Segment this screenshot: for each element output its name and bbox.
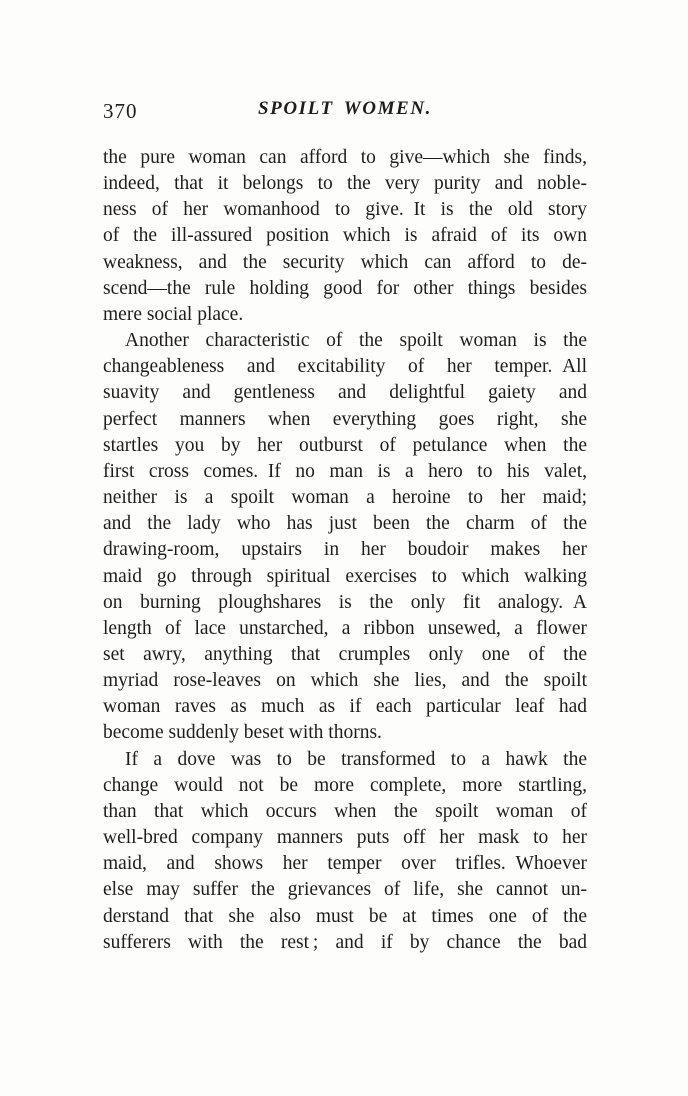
text-line: maid, and shows her temper over trifles. Whoever (103, 853, 587, 875)
text-line: mere social place. (103, 303, 244, 325)
page-number: 370 (103, 99, 138, 123)
text-line: of the ill-assured position which is afraid of its own (103, 225, 587, 247)
text-line: sufferers with the rest ; and if by chance the bad (103, 931, 587, 953)
text-line: myriad rose-leaves on which she lies, and the spoilt (103, 670, 587, 692)
text-line: indeed, that it belongs to the very purity and noble- (103, 173, 587, 195)
text-line: length of lace unstarched, a ribbon unsewed, a flower (103, 617, 587, 639)
text-line: suavity and gentleness and delightful gaiety and (103, 382, 587, 404)
text-line: than that which occurs when the spoilt woman of (103, 800, 587, 822)
text-line: become suddenly beset with thorns. (103, 722, 382, 744)
text-line: change would not be more complete, more startling, (103, 774, 587, 796)
text-line: the pure woman can afford to give—which she finds, (103, 147, 587, 168)
text-line: derstand that she also must be at times one of the (103, 905, 587, 927)
running-head: SPOILT WOMEN. (257, 98, 433, 119)
text-line: first cross comes. If no man is a hero to his valet, (103, 460, 587, 482)
text-line: and the lady who has just been the charm of the (103, 513, 587, 535)
text-line: scend—the rule holding good for other things besides (103, 277, 587, 299)
text-line: woman raves as much as if each particular leaf had (103, 696, 587, 718)
text-line: startles you by her outburst of petulance when the (103, 434, 587, 456)
text-line: neither is a spoilt woman a heroine to her maid; (103, 487, 587, 509)
text-line: ness of her womanhood to give. It is the old story (103, 199, 587, 221)
text-line: set awry, anything that crumples only one of the (103, 643, 587, 665)
page-body-text (103, 145, 587, 956)
text-line: Another characteristic of the spoilt woman is the (125, 330, 587, 352)
page-header (103, 98, 587, 124)
text-line: changeableness and excitability of her temper. All (103, 356, 587, 378)
text-line: drawing-room, upstairs in her boudoir makes her (103, 539, 587, 561)
text-line: on burning ploughshares is the only fit analogy. A (103, 591, 587, 613)
text-line: weakness, and the security which can afford to de- (103, 251, 587, 273)
text-line: well-bred company manners puts off her mask to her (103, 827, 587, 849)
text-line: If a dove was to be transformed to a hawk the (125, 748, 587, 770)
text-line: perfect manners when everything goes right, she (103, 408, 587, 430)
text-line: maid go through spiritual exercises to which walking (103, 565, 587, 587)
text-line: else may suffer the grievances of life, she cannot un- (103, 879, 587, 901)
